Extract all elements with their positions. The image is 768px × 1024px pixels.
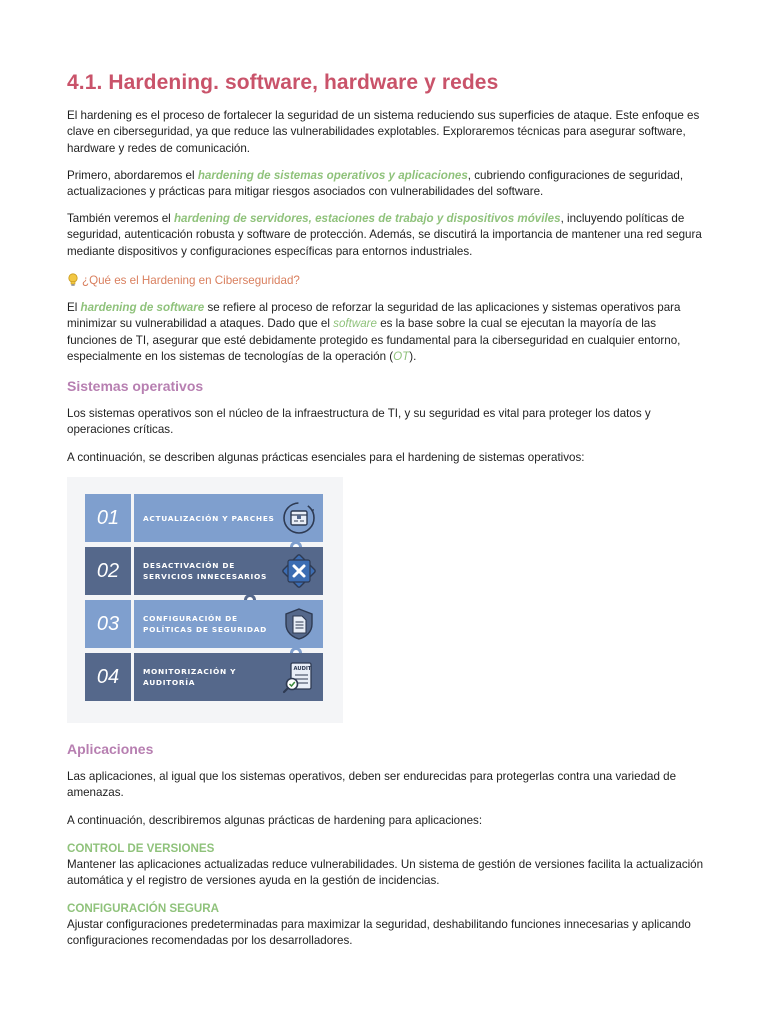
secure-config-text: Ajustar configuraciones predeterminadas para maximizar la seguridad, deshabilitando funciones innecesarias y aplicando configuraciones recomendadas por los desarrolladores. [67, 918, 691, 948]
step-label: ACTUALIZACIÓN Y PARCHES [143, 514, 275, 523]
link-hardening-software[interactable]: hardening de software [80, 301, 205, 314]
apps-paragraph-1: Las aplicaciones, al igual que los sistemas operativos, deben ser endurecidas para protegerlas contra una variedad de amenazas. [67, 770, 677, 800]
version-control-text: Mantener las aplicaciones actualizadas reduce vulnerabilidades. Un sistema de gestión de versiones facilita la actualización automática y el registro de versiones ayuda en la gestión de incidencias. [67, 858, 704, 888]
step-01 [85, 494, 323, 542]
link-hardening-os-apps[interactable]: hardening de sistemas operativos y aplicaciones [197, 169, 468, 182]
step-number: 02 [85, 547, 131, 595]
step-03 [85, 600, 323, 648]
paragraph-servers: También veremos el hardening de servidores, estaciones de trabajo y dispositivos móviles, incluyendo políticas de seguridad, autenticación robusta y software de protección. Además, se discutirá la importancia de mantener una red segura mediante dispositivos y configuraciones específicas para entornos industriales. [67, 212, 702, 258]
step-04 [85, 653, 323, 701]
audit-icon [282, 660, 316, 694]
close-icon [282, 554, 316, 588]
faq-link-text[interactable]: ¿Qué es el Hardening en Ciberseguridad? [82, 273, 300, 287]
shield-document-icon [282, 607, 316, 641]
audit-icon-text: AUDIT [293, 666, 312, 672]
step-label: MONITORIZACIÓN Y AUDITORÍA [143, 667, 237, 687]
link-software[interactable]: software [333, 317, 377, 331]
step-label: CONFIGURACIÓN DE POLÍTICAS DE SEGURIDAD [143, 614, 268, 634]
os-paragraph-1: Los sistemas operativos son el núcleo de la infraestructura de TI, y su seguridad es vital para proteger los datos y operaciones críticas. [67, 407, 651, 437]
lightbulb-icon [67, 273, 79, 287]
intro-paragraph: El hardening es el proceso de fortalecer la seguridad de un sistema reduciendo sus superficies de ataque. Este enfoque es clave en ciberseguridad, ya que reduce las vulnerabilidades explotables. Exploraremos técnicas para asegurar software, hardware y redes de comunicación. [67, 109, 700, 155]
os-hardening-infographic [67, 477, 343, 723]
section-heading-os: Sistemas operativos [67, 378, 204, 394]
link-hardening-servers[interactable]: hardening de servidores, estaciones de trabajo y dispositivos móviles [173, 212, 561, 225]
paragraph-software-hardening: El hardening de software se refiere al proceso de reforzar la seguridad de las aplicaciones y sistemas operativos para minimizar su vulnerabilidad a ataques. Dado que el software es la base sobre la cual se ejecutan la mayoría de las funciones de TI, asegurar que esté debidamente protegido es fundamental para la ciberseguridad en cualquier entorno, especialmente en los sistemas de tecnologías de la operación (OT). [67, 301, 681, 363]
subheading-version-control: CONTROL DE VERSIONES [67, 842, 215, 855]
step-number: 01 [85, 494, 131, 542]
apps-paragraph-2: A continuación, describiremos algunas prácticas de hardening para aplicaciones: [67, 814, 483, 827]
subheading-secure-config: CONFIGURACIÓN SEGURA [67, 902, 220, 915]
step-number: 04 [85, 653, 131, 701]
update-package-icon [282, 501, 316, 535]
faq-link[interactable] [67, 273, 300, 287]
section-heading-apps: Aplicaciones [67, 741, 154, 757]
step-02 [85, 547, 323, 595]
page-title: 4.1. Hardening. software, hardware y redes [67, 71, 499, 94]
paragraph-os-apps: Primero, abordaremos el hardening de sistemas operativos y aplicaciones, cubriendo configuraciones de seguridad, actualizaciones y prácticas para mitigar riesgos asociados con vulnerabilidades del software. [67, 169, 684, 199]
step-number: 03 [85, 600, 131, 648]
link-ot[interactable]: OT [393, 349, 410, 363]
os-paragraph-2: A continuación, se describen algunas prácticas esenciales para el hardening de sistemas operativos: [67, 451, 585, 464]
step-label: DESACTIVACIÓN DE SERVICIOS INNECESARIOS [143, 561, 268, 581]
